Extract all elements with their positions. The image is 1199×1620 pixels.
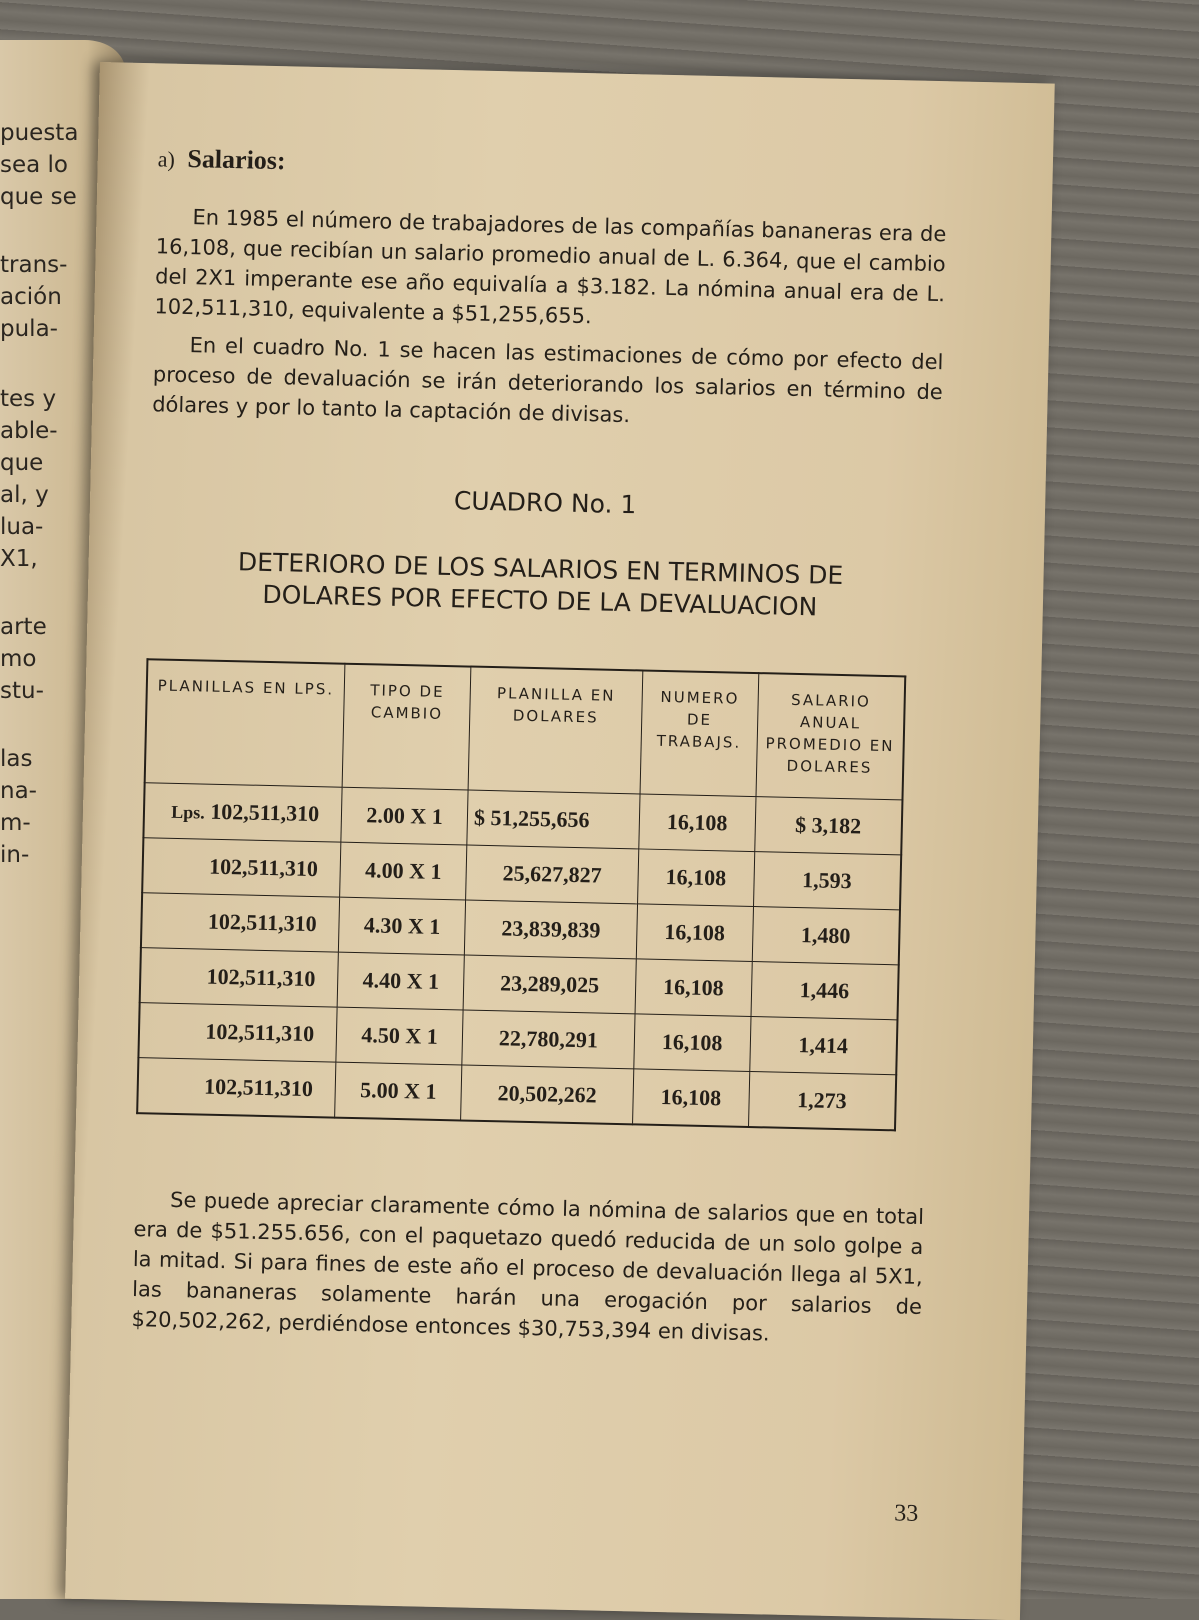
- section-letter: a): [157, 146, 176, 172]
- cell-cambio: 2.00 X 1: [341, 787, 468, 845]
- salary-table: [136, 658, 906, 1131]
- left-fragment: ación: [0, 284, 62, 310]
- left-fragment: in-: [0, 842, 30, 868]
- header-salario: SALARIO ANUAL PROMEDIO EN DOLARES: [756, 673, 906, 800]
- cell-dolares: 22,780,291: [462, 1010, 635, 1069]
- cell-cambio: 4.30 X 1: [338, 897, 465, 955]
- left-fragment: pula-: [0, 316, 58, 342]
- cell-trabajadores: 16,108: [635, 959, 752, 1017]
- left-fragment: que: [0, 450, 44, 476]
- left-fragment: m-: [0, 810, 31, 836]
- cell-dolares: $ 51,255,656: [467, 790, 640, 849]
- left-fragment: X1,: [0, 546, 38, 572]
- cell-trabajadores: 16,108: [637, 849, 754, 907]
- left-fragment: sea lo: [0, 152, 69, 178]
- header-planillas: PLANILLAS EN LPS.: [145, 659, 345, 787]
- cell-planillas: 102,511,310: [140, 948, 339, 1007]
- header-dolares: PLANILLA EN DOLARES: [468, 667, 642, 794]
- cell-cambio: 5.00 X 1: [335, 1062, 462, 1120]
- cell-cambio: 4.40 X 1: [337, 952, 464, 1010]
- left-fragment: na-: [0, 778, 37, 804]
- cell-cambio: 4.50 X 1: [336, 1007, 463, 1065]
- paragraph-1: En 1985 el número de trabajadores de las compañías bananeras era de 16,108, que recibían un salario promedio anual de L. 6.364, que el cambio del 2X1 imperante ese año equivalía a $3.182. La nómina anual era de L. 102,511,310, equivalente a $51,255,655.: [154, 205, 947, 329]
- section-title: Salarios:: [187, 144, 286, 176]
- left-fragment: arte: [0, 614, 47, 640]
- planillas-value: 102,511,310: [210, 798, 320, 827]
- left-fragment: trans-: [0, 252, 68, 278]
- cell-dolares: 20,502,262: [461, 1065, 634, 1124]
- paragraph-2: En el cuadro No. 1 se hacen las estimaciones de cómo por efecto del proceso de devaluación se irán deteriorando los salarios en término de dólares y por lo tanto la captación de divisas.: [151, 333, 944, 428]
- cell-salario: 1,480: [752, 907, 900, 965]
- cell-cambio: 4.00 X 1: [340, 842, 467, 900]
- left-fragment: puesta: [0, 120, 79, 146]
- cuadro-label: CUADRO No. 1: [453, 486, 637, 520]
- page-number: 33: [893, 1500, 919, 1527]
- closing-paragraph: Se puede apreciar claramente cómo la nómina de salarios que en total era de $51.255.656, con el paquetazo quedó reducida de un solo golpe a la mitad. Si para fines de este año el proceso de devaluación llega al 5X1, las bananeras solamente harán una erogación por salarios de $20,502,262, perdiéndose entonces $30,753,394 en divisas.: [131, 1187, 925, 1346]
- cell-salario: 1,414: [749, 1017, 897, 1075]
- cell-dolares: 23,289,025: [463, 955, 636, 1014]
- header-cambio: TIPO DE CAMBIO: [342, 664, 471, 790]
- cell-salario: $ 3,182: [754, 797, 902, 855]
- cell-planillas: 102,511,310: [138, 1003, 337, 1062]
- left-fragment: mo: [0, 646, 37, 672]
- left-fragment: able-: [0, 418, 58, 444]
- left-fragment: al, y: [0, 482, 49, 508]
- left-fragment: que se: [0, 184, 77, 210]
- header-trabajadores: NUMERO DE TRABAJS.: [640, 670, 759, 796]
- cell-dolares: 25,627,827: [466, 845, 639, 904]
- left-fragment: las: [0, 746, 33, 772]
- left-fragment: lua-: [0, 514, 44, 540]
- left-fragment: tes y: [0, 386, 57, 412]
- cell-trabajadores: 16,108: [632, 1069, 749, 1127]
- cell-planillas: 102,511,310: [142, 838, 341, 897]
- cell-salario: 1,273: [748, 1071, 896, 1130]
- cell-dolares: 23,839,839: [464, 900, 637, 959]
- table-header-row: [145, 659, 906, 800]
- cell-trabajadores: 16,108: [639, 794, 756, 852]
- cell-trabajadores: 16,108: [636, 904, 753, 962]
- table-title: DETERIORO DE LOS SALARIOS EN TERMINOS DE DOLARES POR EFECTO DE LA DEVALUACION: [237, 547, 844, 622]
- right-page: [65, 62, 1055, 1620]
- cell-planillas: 102,511,310: [141, 893, 340, 952]
- left-fragment: stu-: [0, 678, 44, 704]
- cell-planillas: [143, 783, 342, 842]
- cell-salario: 1,593: [753, 852, 901, 910]
- cell-planillas: 102,511,310: [137, 1058, 336, 1118]
- page-content: [131, 143, 948, 1360]
- section-heading: [157, 143, 947, 191]
- cell-trabajadores: 16,108: [634, 1014, 751, 1072]
- currency-prefix: Lps.: [171, 801, 206, 823]
- cell-salario: 1,446: [751, 962, 899, 1020]
